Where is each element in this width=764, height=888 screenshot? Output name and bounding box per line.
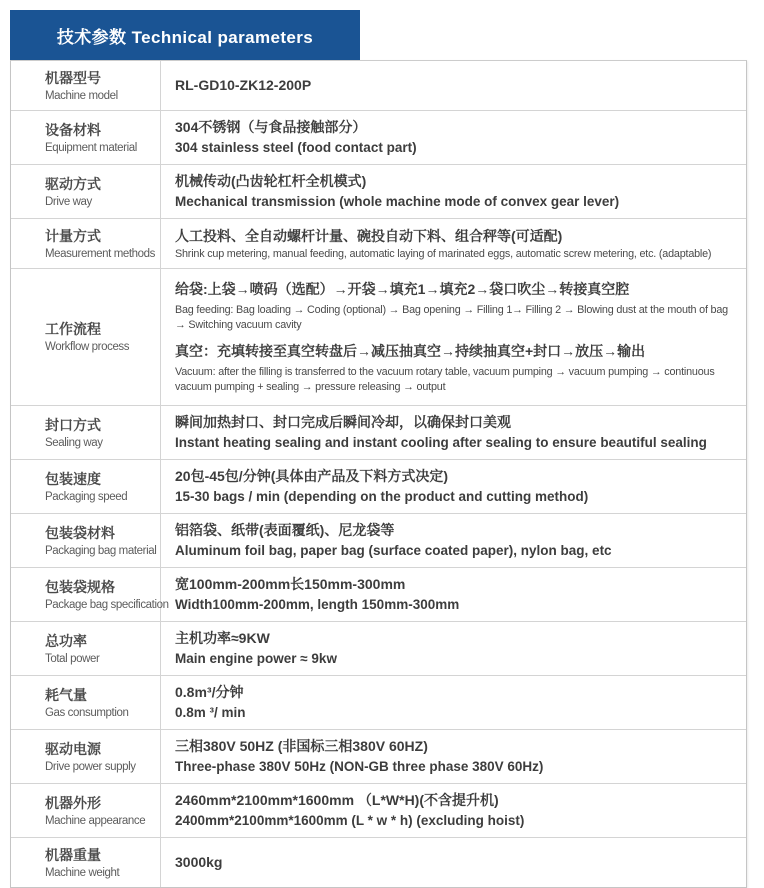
row-label-zh: 包装速度	[45, 470, 101, 487]
row-label-zh: 机器重量	[45, 846, 101, 863]
row-value-zh: 304不锈钢（与食品接触部分）	[175, 119, 367, 135]
row-label-cell	[11, 219, 161, 268]
row-label-en: Equipment material	[45, 141, 137, 154]
row-label-zh: 总功率	[45, 632, 87, 649]
workflow-vacuum-zh: 真空：充填转接至真空转盘后→减压抽真空→持续抽真空+封口→放压→输出	[175, 343, 646, 359]
table-row-gas-consumption	[11, 676, 746, 730]
row-label-en: Package bag specification	[45, 598, 169, 611]
table-row-machine-weight	[11, 838, 746, 887]
table-row-drive-power-supply	[11, 730, 746, 784]
row-label-zh: 工作流程	[45, 321, 101, 337]
row-value-cell	[161, 165, 746, 218]
row-label-cell	[11, 568, 169, 621]
workflow-vacuum-group	[175, 341, 738, 395]
row-value-en: 0.8m ³/ min	[175, 705, 246, 720]
row-value-cell	[161, 676, 746, 729]
row-value-cell	[161, 568, 746, 621]
row-value-cell	[161, 61, 746, 110]
row-value-cell	[161, 460, 746, 513]
table-row-packaging-bag-material	[11, 514, 746, 568]
row-value-en: 15-30 bags / min (depending on the product and cutting method)	[175, 489, 589, 504]
table-row-drive-way	[11, 165, 746, 219]
table-row-machine-model	[11, 61, 746, 111]
row-value: 3000kg	[175, 854, 223, 870]
row-value-zh: 主机功率≈9KW	[175, 630, 270, 646]
row-value-en: 304 stainless steel (food contact part)	[175, 140, 417, 155]
row-value-zh: 宽100mm-200mm长150mm-300mm	[175, 576, 406, 592]
row-label-zh: 机器外形	[45, 794, 101, 811]
row-label-cell	[11, 460, 161, 513]
row-value-en: Shrink cup metering, manual feeding, automatic laying of marinated eggs, automatic screw metering, etc. (adaptable)	[175, 247, 712, 260]
row-value-cell	[161, 730, 746, 783]
row-label-en: Packaging bag material	[45, 544, 157, 557]
table-row-measurement-methods	[11, 219, 746, 269]
row-label-en: Total power	[45, 652, 100, 665]
row-value-zh: 瞬间加热封口、封口完成后瞬间冷却，以确保封口美观	[175, 414, 511, 430]
row-label-zh: 驱动电源	[45, 740, 101, 757]
row-value-en: Instant heating sealing and instant cooling after sealing to ensure beautiful sealing	[175, 435, 707, 450]
row-label-cell	[11, 269, 161, 405]
row-label-cell	[11, 838, 161, 887]
row-label-cell	[11, 622, 161, 675]
row-label-zh: 计量方式	[45, 227, 101, 244]
row-value: RL-GD10-ZK12-200P	[175, 77, 312, 93]
row-value-cell	[161, 111, 746, 164]
workflow-bag-feeding-en: Bag feeding: Bag loading → Coding (optional) → Bag opening → Filling 1→ Filling 2 → Blowing dust at the mouth of bag → Switching vacuum cavity	[175, 304, 728, 331]
row-label-zh: 包装袋规格	[45, 578, 115, 595]
row-label-zh: 机器型号	[45, 69, 101, 86]
table-row-equipment-material	[11, 111, 746, 165]
row-label-zh: 驱动方式	[45, 175, 101, 192]
row-value-zh: 机械传动(凸齿轮杠杆全机模式)	[175, 173, 367, 189]
row-value-cell	[161, 219, 746, 268]
row-value-en: Width100mm-200mm, length 150mm-300mm	[175, 597, 460, 612]
spec-table	[10, 60, 747, 888]
table-row-packaging-speed	[11, 460, 746, 514]
row-label-en: Machine appearance	[45, 814, 146, 827]
row-value-en: Three-phase 380V 50Hz (NON-GB three phase 380V 60Hz)	[175, 759, 544, 774]
row-value-cell	[161, 784, 746, 837]
table-row-total-power	[11, 622, 746, 676]
row-label-en: Drive way	[45, 195, 92, 208]
row-value-zh: 三相380V 50HZ (非国标三相380V 60HZ)	[175, 738, 428, 754]
workflow-bag-feeding-zh: 给袋:上袋→喷码（选配）→开袋→填充1→填充2→袋口吹尘→转接真空腔	[175, 281, 630, 297]
row-label-en: Sealing way	[45, 436, 103, 449]
table-row-machine-appearance	[11, 784, 746, 838]
row-value-en: Main engine power ≈ 9kw	[175, 651, 337, 666]
row-value-zh: 20包-45包/分钟(具体由产品及下料方式决定)	[175, 468, 449, 484]
row-value-zh: 人工投料、全自动螺杆计量、碗投自动下料、组合秤等(可适配)	[175, 227, 563, 244]
row-label-en: Packaging speed	[45, 490, 128, 503]
row-value-zh: 2460mm*2100mm*1600mm （L*W*H)(不含提升机)	[175, 792, 499, 808]
row-label-en: Machine weight	[45, 866, 120, 879]
row-label-cell	[11, 730, 161, 783]
table-row-workflow-process	[11, 269, 746, 406]
row-label-zh: 耗气量	[45, 686, 87, 703]
row-value-cell	[161, 514, 746, 567]
row-label-en: Drive power supply	[45, 760, 136, 773]
section-header-banner	[10, 10, 360, 60]
row-label-zh: 封口方式	[45, 416, 101, 433]
row-label-en: Measurement methods	[45, 247, 156, 260]
table-row-package-bag-specification	[11, 568, 746, 622]
row-value-cell	[161, 406, 746, 459]
row-label-cell	[11, 514, 161, 567]
row-value-zh: 铝箔袋、纸带(表面覆纸)、尼龙袋等	[175, 522, 395, 538]
row-value-en: 2400mm*2100mm*1600mm (L * w * h) (excluding hoist)	[175, 813, 525, 828]
row-label-zh: 设备材料	[45, 121, 101, 138]
row-value-cell	[161, 622, 746, 675]
row-label-zh: 包装袋材料	[45, 524, 115, 541]
row-value-cell	[161, 838, 746, 887]
row-label-en: Gas consumption	[45, 706, 129, 719]
row-label-en: Workflow process	[45, 341, 130, 353]
row-label-cell	[11, 406, 161, 459]
row-label-cell	[11, 61, 161, 110]
section-title: 技术参数 Technical parameters	[56, 27, 314, 47]
row-label-cell	[11, 784, 161, 837]
row-value-cell	[161, 269, 746, 405]
row-value-en: Aluminum foil bag, paper bag (surface coated paper), nylon bag, etc	[175, 543, 612, 558]
row-label-cell	[11, 165, 161, 218]
row-label-en: Machine model	[45, 89, 118, 102]
workflow-bag-feeding-group	[175, 279, 738, 333]
row-value-zh: 0.8m³/分钟	[175, 684, 244, 700]
workflow-vacuum-en: Vacuum: after the filling is transferred to the vacuum rotary table, vacuum pumping → vacuum pumping → continuous vacuum pumping + sealing → pressure releasing → output	[175, 366, 715, 393]
table-row-sealing-way	[11, 406, 746, 460]
row-label-cell	[11, 111, 161, 164]
row-label-cell	[11, 676, 161, 729]
row-value-en: Mechanical transmission (whole machine mode of convex gear lever)	[175, 194, 620, 209]
